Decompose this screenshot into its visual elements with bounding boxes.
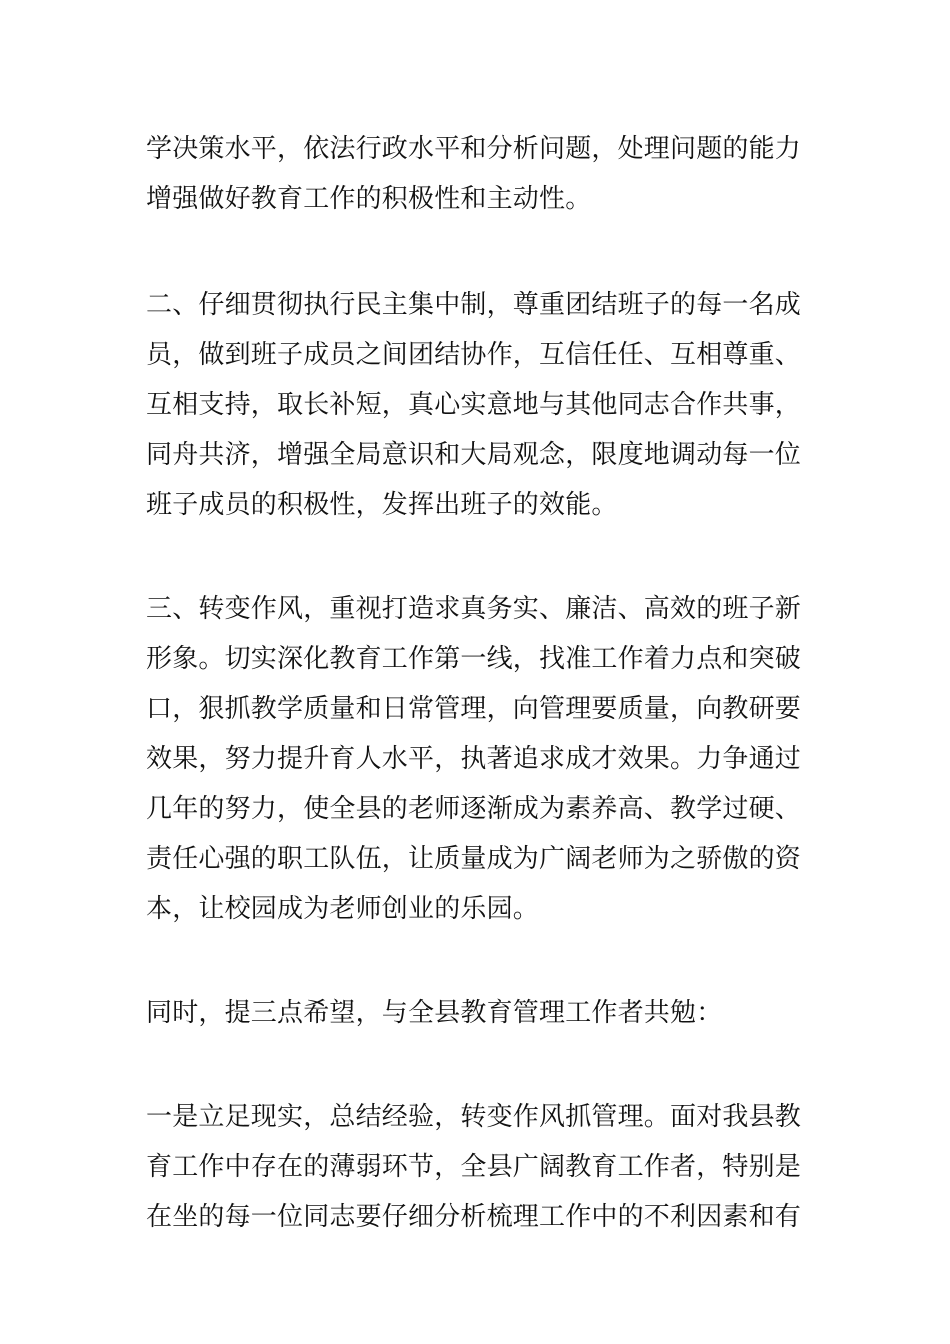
text-line: 互相支持，取长补短，真心实意地与其他同志合作共事， [146,390,802,420]
text-line: 本，让校园成为老师创业的乐园。 [146,894,540,924]
text-line: 责任心强的职工队伍，让质量成为广阔老师为之骄傲的资 [146,844,802,874]
text-line: 育工作中存在的薄弱环节，全县广阔教育工作者，特别是 [146,1152,802,1182]
text-line: 在坐的每一位同志要仔细分析梳理工作中的不利因素和有 [146,1202,802,1232]
paragraph-5 [146,1092,808,1242]
paragraph-4 [146,988,808,1038]
text-line: 形象。切实深化教育工作第一线，找准工作着力点和突破 [146,644,802,674]
paragraph-3 [146,584,808,934]
text-line: 同舟共济，增强全局意识和大局观念，限度地调动每一位 [146,440,802,470]
text-line: 口，狠抓教学质量和日常管理，向管理要质量，向教研要 [146,694,802,724]
text-line: 一是立足现实，总结经验，转变作风抓管理。面对我县教 [146,1102,802,1132]
text-line: 员，做到班子成员之间团结协作，互信任任、互相尊重、 [146,340,802,370]
text-line: 学决策水平，依法行政水平和分析问题，处理问题的能力 [146,134,802,164]
text-line: 效果，努力提升育人水平，执著追求成才效果。力争通过 [146,744,802,774]
paragraph-1 [146,124,808,224]
text-line: 班子成员的积极性，发挥出班子的效能。 [146,490,618,520]
text-line: 几年的努力，使全县的老师逐渐成为素养高、教学过硬、 [146,794,802,824]
text-line: 三、转变作风，重视打造求真务实、廉洁、高效的班子新 [146,594,802,624]
text-line: 增强做好教育工作的积极性和主动性。 [146,184,592,214]
document-page [146,124,808,1296]
text-line: 二、仔细贯彻执行民主集中制，尊重团结班子的每一名成 [146,290,802,320]
paragraph-2 [146,280,808,530]
text-line: 同时，提三点希望，与全县教育管理工作者共勉： [146,998,723,1028]
